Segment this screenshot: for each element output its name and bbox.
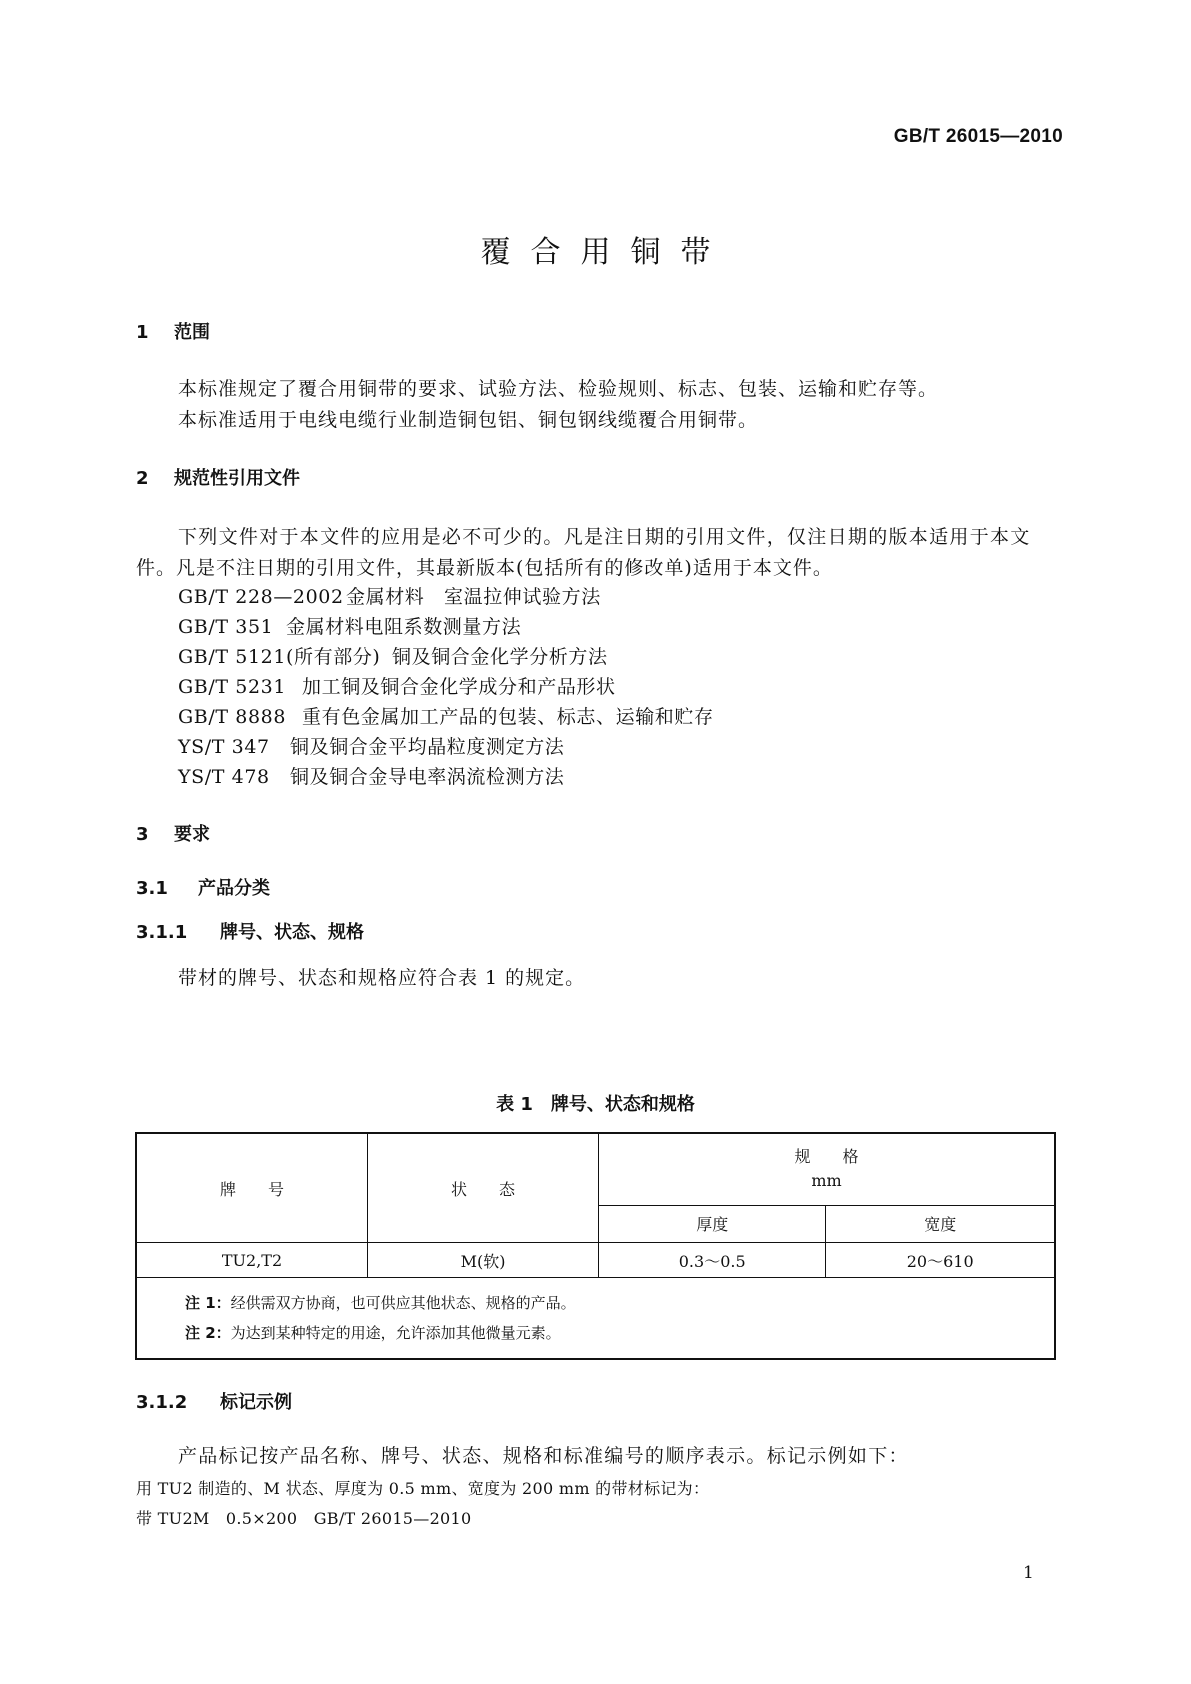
paragraph: 产品标记按产品名称、牌号、状态、规格和标准编号的顺序表示。标记示例如下：	[178, 1445, 909, 1467]
reference-name: 重有色金属加工产品的包装、标志、运输和贮存	[302, 706, 714, 728]
paragraph: 下列文件对于本文件的应用是必不可少的。凡是注日期的引用文件，仅注日期的版本适用于本文	[178, 526, 1031, 548]
header-temper: 状 态	[368, 1133, 599, 1243]
reference-code: GB/T 8888	[178, 706, 287, 728]
reference-name: 金属材料电阻系数测量方法	[286, 616, 522, 638]
section-number: 3.1.1	[136, 922, 188, 943]
section-number: 1	[136, 322, 149, 343]
cell-thickness: 0.3～0.5	[599, 1243, 826, 1278]
reference-item	[178, 612, 521, 639]
section-title: 标记示例	[220, 1392, 292, 1413]
header-thickness: 厚度	[599, 1205, 826, 1242]
section-title: 规范性引用文件	[174, 468, 300, 489]
section-number: 3.1.2	[136, 1392, 188, 1413]
note-tag: 注 1：	[185, 1294, 231, 1312]
cell-temper: M(软)	[368, 1243, 599, 1278]
reference-name: 铜及铜合金化学分析方法	[392, 646, 608, 668]
reference-name: 铜及铜合金平均晶粒度测定方法	[290, 736, 565, 758]
example-line: 带 TU2M 0.5×200 GB/T 26015—2010	[136, 1509, 472, 1528]
note-tag: 注 2：	[185, 1324, 231, 1342]
section-3-1-1-heading	[136, 918, 364, 944]
reference-item	[178, 762, 564, 789]
cell-width: 20～610	[826, 1243, 1055, 1278]
reference-item	[178, 672, 616, 699]
reference-code: GB/T 5231	[178, 676, 287, 698]
section-2-heading	[136, 464, 300, 490]
header-spec	[599, 1133, 1056, 1205]
section-number: 2	[136, 468, 149, 489]
section-title: 要求	[174, 824, 210, 845]
standard-code: GB/T 26015—2010	[893, 126, 1063, 147]
table-row	[136, 1243, 1055, 1278]
table-caption: 表 1 牌号、状态和规格	[496, 1094, 695, 1115]
reference-code: YS/T 478	[178, 766, 270, 788]
header-width: 宽度	[826, 1205, 1055, 1242]
reference-item	[178, 642, 608, 669]
table-note	[185, 1318, 1054, 1348]
reference-item	[178, 732, 564, 759]
note-text: 经供需双方协商，也可供应其他状态、规格的产品。	[230, 1294, 576, 1312]
reference-name: 加工铜及铜合金化学成分和产品形状	[302, 676, 616, 698]
paragraph: 带材的牌号、状态和规格应符合表 1 的规定。	[178, 967, 586, 989]
document-title: 覆合用铜带	[480, 235, 731, 270]
section-3-1-2-heading	[136, 1388, 292, 1414]
header-grade: 牌 号	[136, 1133, 368, 1243]
header-spec-label: 规 格	[794, 1147, 859, 1167]
reference-code: YS/T 347	[178, 736, 270, 758]
section-3-heading	[136, 820, 210, 846]
note-text: 为达到某种特定的用途，允许添加其他微量元素。	[230, 1324, 561, 1342]
paragraph: 本标准规定了覆合用铜带的要求、试验方法、检验规则、标志、包装、运输和贮存等。	[178, 378, 939, 400]
paragraph: 本标准适用于电线电缆行业制造铜包铝、铜包钢线缆覆合用铜带。	[178, 409, 759, 431]
section-title: 范围	[174, 322, 210, 343]
section-number: 3.1	[136, 878, 168, 899]
example-line: 用 TU2 制造的、M 状态、厚度为 0.5 mm、宽度为 200 mm 的带材标记为：	[136, 1479, 710, 1498]
header-spec-unit: mm	[811, 1171, 842, 1191]
reference-code: GB/T 228—2002	[178, 586, 344, 608]
table-note	[185, 1288, 1054, 1318]
reference-name: 铜及铜合金导电率涡流检测方法	[290, 766, 565, 788]
page-number: 1	[1023, 1563, 1034, 1583]
table-notes	[136, 1278, 1055, 1360]
section-3-1-heading	[136, 874, 270, 900]
reference-item	[178, 582, 601, 609]
cell-grade: TU2,T2	[136, 1243, 368, 1278]
reference-name: 金属材料 室温拉伸试验方法	[346, 586, 601, 608]
paragraph: 件。凡是不注日期的引用文件，其最新版本(包括所有的修改单)适用于本文件。	[136, 557, 833, 579]
section-1-heading	[136, 318, 210, 344]
section-number: 3	[136, 824, 149, 845]
reference-code: GB/T 5121(所有部分)	[178, 646, 381, 668]
reference-code: GB/T 351	[178, 616, 274, 638]
section-title: 牌号、状态、规格	[220, 922, 364, 943]
spec-table	[135, 1132, 1056, 1360]
reference-item	[178, 702, 714, 729]
section-title: 产品分类	[198, 878, 270, 899]
